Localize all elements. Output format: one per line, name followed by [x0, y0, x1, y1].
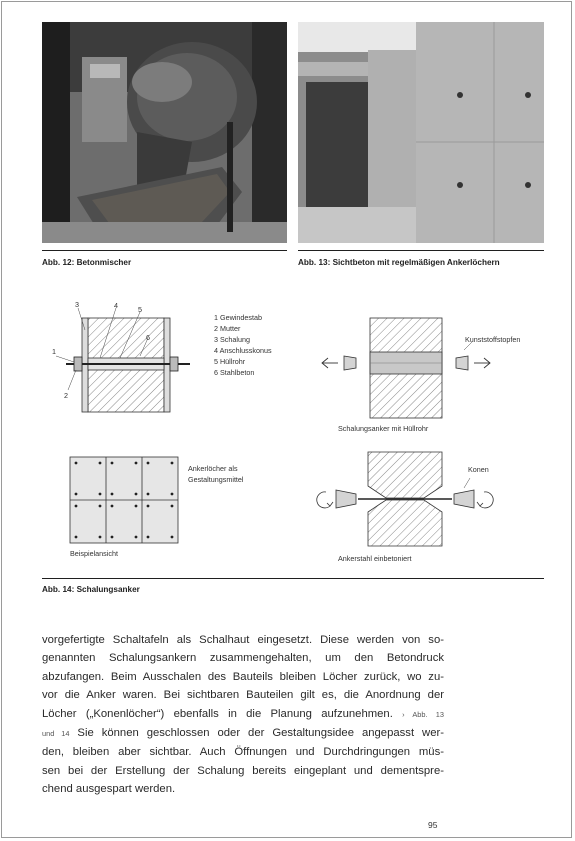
example-view-caption: Beispielansicht [70, 549, 118, 558]
body-text-span: Sie können geschlossen oder der Gestaltungsidee angepasst wer- [77, 727, 445, 740]
concrete-mixer-photo [42, 22, 287, 243]
example-panel-view [70, 457, 178, 543]
sleeve-anchor-caption: Schalungsanker mit Hüllrohr [338, 424, 429, 433]
figure-reference[interactable]: › Abb. 13 [402, 709, 444, 719]
embedded-anchor-caption: Ankerstahl einbetoniert [338, 554, 412, 563]
body-line: abzufangen. Beim Ausschalen des Bauteils bleiben Löcher zurück, wo zu- [42, 670, 444, 683]
legend-item: 4 Anschlusskonus [214, 346, 272, 355]
callout-4: 4 [114, 301, 118, 310]
body-line: den, bleiben aber sichtbar. Auch Öffnungen und Durchdringungen müs- [42, 746, 444, 759]
figure-14-rule [42, 578, 544, 579]
cones-label: Konen [468, 465, 489, 474]
figure-14-caption: Abb. 14: Schalungsanker [42, 585, 140, 594]
formwork-anchor-diagram [40, 300, 540, 572]
body-line: vor die Anker waren. Bei sichtbaren Bauteilen gilt es, die Anordnung der [42, 689, 444, 702]
figure-13-caption: Abb. 13: Sichtbeton mit regelmäßigen Ankerlöchern [298, 258, 500, 267]
holes-label-line2: Gestaltungsmittel [188, 475, 244, 484]
body-line: chend ausgespart werden. [42, 783, 176, 796]
body-line [42, 724, 444, 743]
body-text [42, 631, 444, 799]
figure-reference[interactable]: und 14 [42, 729, 70, 739]
body-text-span: Löcher („Konenlöcher“) ebenfalls in die Planung aufzunehmen. [42, 707, 393, 720]
embedded-anchor-drawing [317, 452, 493, 546]
body-line: genannten Schalungsankern zusammengehalten, um den Betondruck [42, 652, 444, 665]
legend-item: 5 Hüllrohr [214, 357, 246, 366]
caption-rule-left [42, 250, 287, 251]
caption-rule-right [298, 250, 544, 251]
body-line: vorgefertigte Schaltafeln als Schalhaut eingesetzt. Diese werden von so- [42, 634, 444, 646]
body-line [42, 705, 444, 724]
legend-item: 2 Mutter [214, 324, 241, 333]
legend-item: 1 Gewindestab [214, 313, 262, 322]
callout-2: 2 [64, 391, 68, 400]
plug-label: Kunststoffstopfen [465, 335, 521, 344]
callout-3: 3 [75, 300, 79, 309]
anchor-section-drawing [56, 308, 190, 412]
legend-item: 3 Schalung [214, 335, 250, 344]
callout-6: 6 [146, 333, 150, 342]
figure-12-caption: Abb. 12: Betonmischer [42, 258, 132, 267]
callout-5: 5 [138, 305, 142, 314]
sleeve-anchor-drawing [322, 318, 490, 418]
legend-item: 6 Stahlbeton [214, 368, 255, 377]
holes-label-line1: Ankerlöcher als [188, 464, 238, 473]
exposed-concrete-photo [298, 22, 544, 243]
page-number: 95 [428, 820, 438, 830]
callout-1: 1 [52, 347, 56, 356]
body-line: sen bei der Erstellung der Schalung bereits eingeplant und dementspre- [42, 764, 444, 777]
